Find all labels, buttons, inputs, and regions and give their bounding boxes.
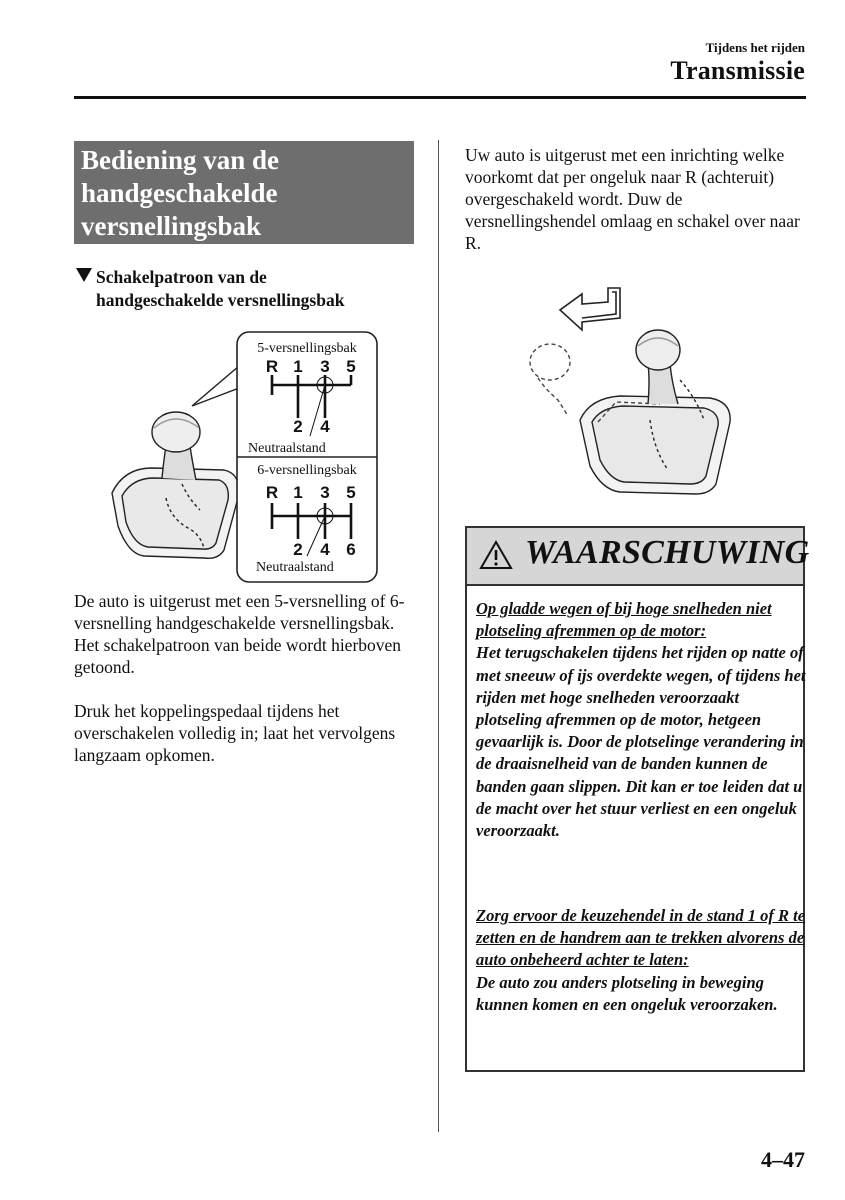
label-6-speed: 6-versnellingsbak <box>257 463 357 478</box>
push-down-arrow-icon <box>560 288 620 330</box>
neutral-label-6: Neutraalstand <box>256 560 334 575</box>
warning-header <box>467 528 810 586</box>
running-header-title: Transmissie <box>670 56 805 85</box>
shift-pattern-figure <box>104 328 384 586</box>
gear-6-1: 1 <box>293 483 303 502</box>
gear-5-3: 3 <box>320 357 330 376</box>
body-paragraph-reverse: Uw auto is uitgerust met een inrichting welke voorkomt dat per ongeluk naar R (achteruit) overgeschakeld wordt. Duw de versnellingshendel omlaag en schakel over naar R. <box>465 145 800 253</box>
gear-5-2: 2 <box>293 417 303 436</box>
warning-heading-2: Zorg ervoor de keuzehendel in de stand 1 of R te zetten en de handrem aan te trekken alvorens de auto onbeheerd achter te laten: <box>476 906 806 970</box>
callout-pointer <box>192 366 239 406</box>
warning-block-1 <box>476 598 806 842</box>
gear-lever-illustration <box>112 412 239 558</box>
lever-outline-dashed <box>530 344 570 416</box>
gear-5-4: 4 <box>320 417 330 436</box>
gear-6-3: 3 <box>320 483 330 502</box>
triangle-bullet-icon <box>76 268 92 282</box>
body-paragraph-2: Druk het koppelingspedaal tijdens het overschakelen volledig in; laat het vervolgens langzaam opkomen. <box>74 701 396 765</box>
subsection-heading-line-1: Schakelpatroon van de <box>96 267 267 287</box>
page-number: 4–47 <box>761 1147 805 1172</box>
label-5-speed: 5-versnellingsbak <box>257 341 357 356</box>
column-divider <box>438 140 439 1132</box>
gear-6-5: 5 <box>346 483 356 502</box>
subsection-heading <box>76 266 426 312</box>
warning-heading-1: Op gladde wegen of bij hoge snelheden niet plotseling afremmen op de motor: <box>476 599 772 641</box>
warning-box <box>465 526 810 1072</box>
gear-6-r: R <box>265 483 279 502</box>
section-title-line-2: handgeschakelde <box>81 178 278 208</box>
section-title-line-1: Bediening van de <box>81 145 280 175</box>
gear-6-6: 6 <box>346 540 356 559</box>
running-header-section: Tijdens het rijden <box>705 40 805 55</box>
header-rule <box>74 96 806 99</box>
warning-body-1: Het terugschakelen tijdens het rijden op natte of met sneeuw of ijs overdekte wegen, of tijdens het rijden met hoge snelheden veroorzaakt plotseling afremmen op de motor, hetgeen gevaarlijk is. Door de plotselinge verandering in de draaisnelheid van de banden kunnen de banden gaan slippen. Dit kan er toe leiden dat u de macht over het stuur verliest en een ongeluk veroorzaakt. <box>476 643 806 841</box>
gear-6-2: 2 <box>293 540 303 559</box>
reverse-shift-illustration <box>520 280 750 510</box>
gear-lever-illustration <box>580 330 730 494</box>
warning-triangle-icon <box>479 540 513 570</box>
warning-title: WAARSCHUWING <box>525 534 810 571</box>
gear-5-1: 1 <box>293 357 303 376</box>
subsection-heading-line-2: handgeschakelde versnellingsbak <box>96 290 345 310</box>
gear-5-r: R <box>265 357 279 376</box>
gear-6-4: 4 <box>320 540 330 559</box>
section-title-line-3: versnellingsbak <box>81 211 262 241</box>
section-title <box>74 141 414 244</box>
gear-5-5: 5 <box>346 357 356 376</box>
body-paragraph-1: De auto is uitgerust met een 5-versnelling of 6-versnelling handgeschakelde versnellingsbak. Het schakelpatroon van beide wordt hierboven getoond. <box>74 591 405 677</box>
warning-body-2: De auto zou anders plotseling in beweging kunnen komen en een ongeluk veroorzaken. <box>476 972 778 1014</box>
neutral-label-5: Neutraalstand <box>248 441 326 456</box>
warning-block-2 <box>476 905 806 1016</box>
